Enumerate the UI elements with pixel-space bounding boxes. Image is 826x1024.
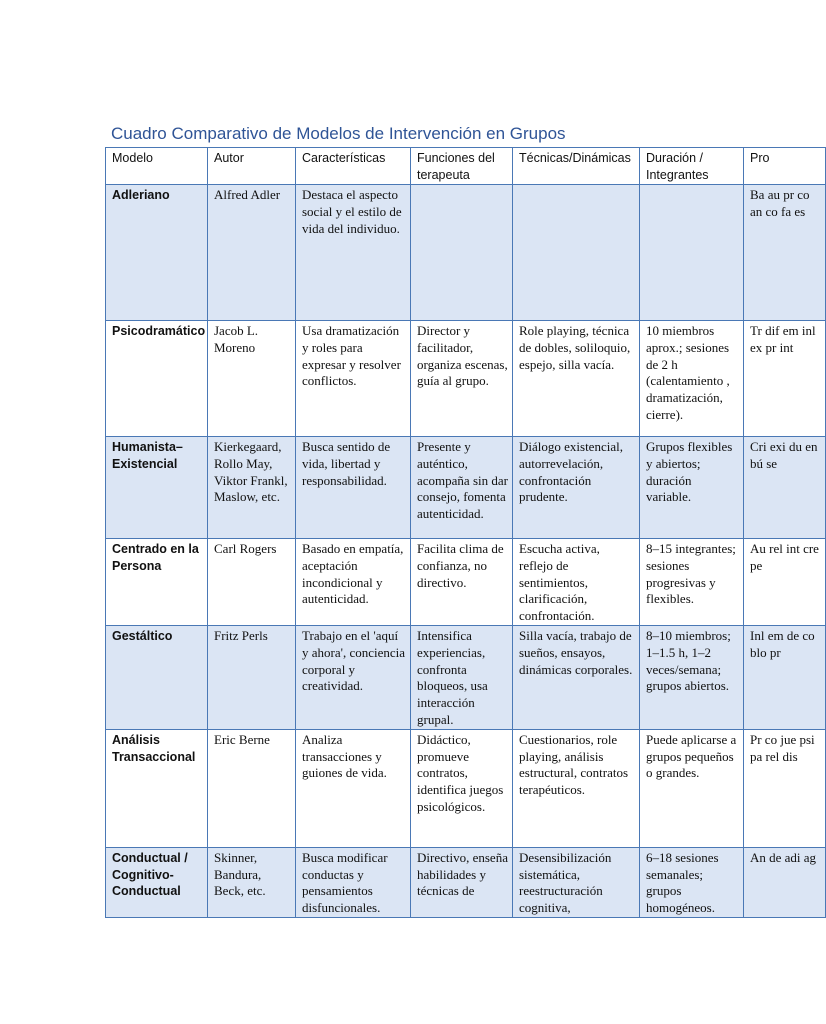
table-row [106,321,826,437]
cell-tecnicas: Escucha activa, reflejo de sentimientos, clarificación, confrontación. [513,539,640,626]
cell-caracteristicas: Analiza transacciones y guiones de vida. [296,729,411,847]
document-title: Cuadro Comparativo de Modelos de Intervención en Grupos [111,124,566,143]
cell-tecnicas: Diálogo existencial, autorrevelación, confrontación prudente. [513,437,640,539]
cell-autor: Carl Rogers [208,539,296,626]
cell-duracion: 6–18 sesiones semanales; grupos homogéneos. [640,847,744,917]
cell-modelo: Conductual / Cognitivo-Conductual [106,847,208,917]
header-pro: Pro [744,148,826,185]
cell-duracion: 10 miembros aprox.; sesiones de 2 h (calentamiento , dramatización, cierre). [640,321,744,437]
cell-caracteristicas: Busca modificar conductas y pensamientos disfuncionales. [296,847,411,917]
cell-tecnicas: Cuestionarios, role playing, análisis estructural, contratos terapéuticos. [513,729,640,847]
cell-funciones [411,185,513,321]
cell-autor: Fritz Perls [208,625,296,729]
cell-autor: Skinner, Bandura, Beck, etc. [208,847,296,917]
cell-modelo: Centrado en la Persona [106,539,208,626]
cell-caracteristicas: Trabajo en el 'aquí y ahora', conciencia corporal y creatividad. [296,625,411,729]
cell-caracteristicas: Usa dramatización y roles para expresar y resolver conflictos. [296,321,411,437]
cell-funciones: Directivo, enseña habilidades y técnicas de [411,847,513,917]
cell-modelo: Adleriano [106,185,208,321]
cell-pro: Cri exi du en bú se [744,437,826,539]
cell-funciones: Intensifica experiencias, confronta bloqueos, usa interacción grupal. [411,625,513,729]
cell-pro: Ba au pr co an co fa es [744,185,826,321]
cell-funciones: Director y facilitador, organiza escenas, guía al grupo. [411,321,513,437]
cell-caracteristicas: Destaca el aspecto social y el estilo de vida del individuo. [296,185,411,321]
cell-modelo: Análisis Transaccional [106,729,208,847]
header-autor: Autor [208,148,296,185]
comparison-table [105,147,826,918]
cell-funciones: Presente y auténtico, acompaña sin dar consejo, fomenta autenticidad. [411,437,513,539]
cell-caracteristicas: Busca sentido de vida, libertad y responsabilidad. [296,437,411,539]
cell-pro: Pr co jue psi pa rel dis [744,729,826,847]
header-caracteristicas: Características [296,148,411,185]
cell-duracion: Grupos flexibles y abiertos; duración variable. [640,437,744,539]
cell-funciones: Didáctico, promueve contratos, identifica juegos psicológicos. [411,729,513,847]
table-row [106,185,826,321]
cell-modelo: Gestáltico [106,625,208,729]
cell-duracion: 8–10 miembros; 1–1.5 h, 1–2 veces/semana; grupos abiertos. [640,625,744,729]
cell-tecnicas: Desensibilización sistemática, reestructuración cognitiva, [513,847,640,917]
cell-caracteristicas: Basado en empatía, aceptación incondicional y autenticidad. [296,539,411,626]
cell-tecnicas: Silla vacía, trabajo de sueños, ensayos, dinámicas corporales. [513,625,640,729]
cell-autor: Eric Berne [208,729,296,847]
cell-duracion [640,185,744,321]
header-funciones: Funciones del terapeuta [411,148,513,185]
cell-tecnicas: Role playing, técnica de dobles, soliloquio, espejo, silla vacía. [513,321,640,437]
cell-tecnicas [513,185,640,321]
cell-funciones: Facilita clima de confianza, no directivo. [411,539,513,626]
table-row [106,625,826,729]
table-row [106,847,826,917]
cell-modelo: Psicodramático [106,321,208,437]
cell-duracion: Puede aplicarse a grupos pequeños o grandes. [640,729,744,847]
table-row [106,729,826,847]
cell-autor: Alfred Adler [208,185,296,321]
header-duracion: Duración / Integrantes [640,148,744,185]
cell-pro: An de adi ag [744,847,826,917]
cell-pro: Tr dif em inl ex pr int [744,321,826,437]
cell-pro: Au rel int cre pe [744,539,826,626]
table-header-row [106,148,826,185]
cell-autor: Jacob L. Moreno [208,321,296,437]
header-modelo: Modelo [106,148,208,185]
cell-modelo: Humanista–Existencial [106,437,208,539]
cell-pro: Inl em de co blo pr [744,625,826,729]
table-row [106,437,826,539]
header-tecnicas: Técnicas/Dinámicas [513,148,640,185]
table-row [106,539,826,626]
cell-duracion: 8–15 integrantes; sesiones progresivas y flexibles. [640,539,744,626]
cell-autor: Kierkegaard, Rollo May, Viktor Frankl, Maslow, etc. [208,437,296,539]
